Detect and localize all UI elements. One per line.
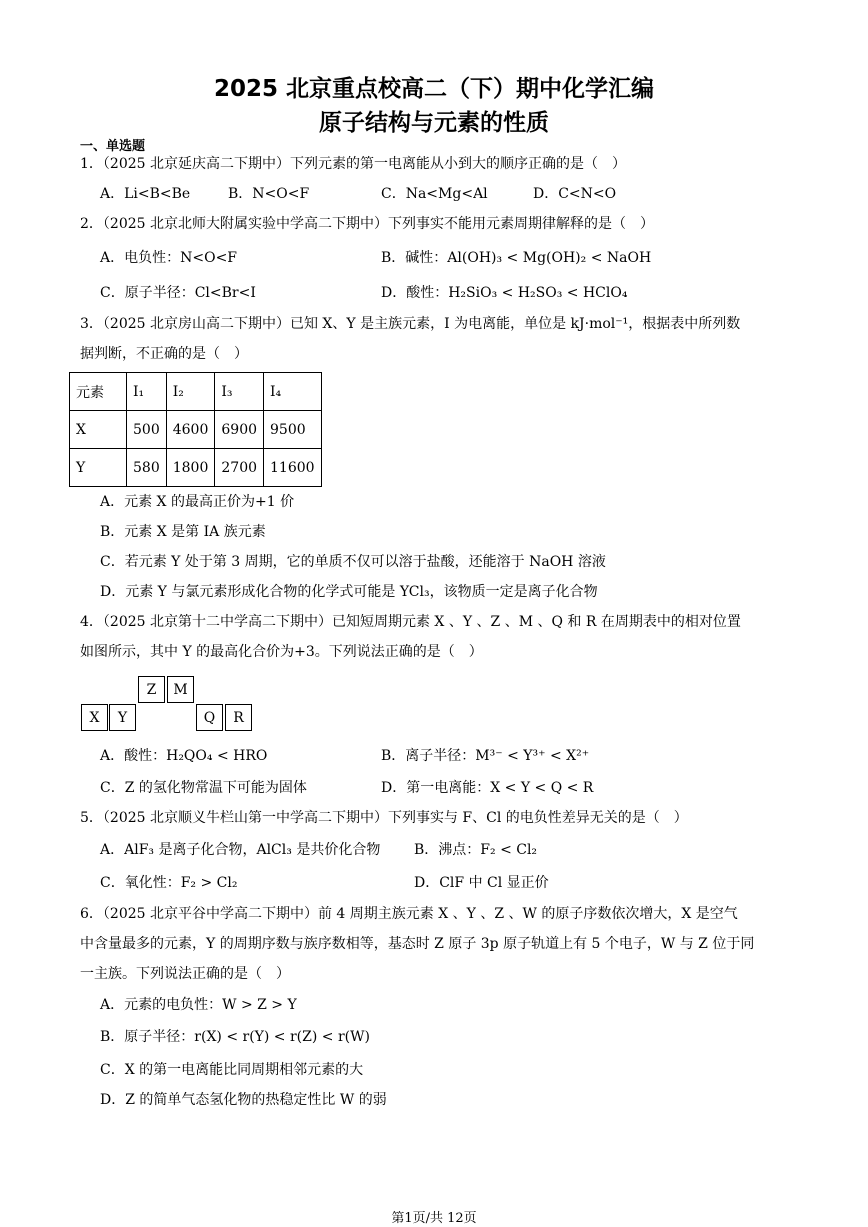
q6-option-a: A．元素的电负性：W > Z > Y <box>100 997 297 1013</box>
q4-option-d: D．第一电离能：X < Y < Q < R <box>381 780 594 796</box>
question-3-stem-line1: 3．（2025 北京房山高二下期中）已知 X、Y 是主族元素，I 为电离能，单位是 kJ·mol⁻¹，根据表中所列数 <box>80 316 741 332</box>
document-title: 2025 北京重点校高二（下）期中化学汇编 <box>213 76 655 102</box>
table-cell: 2700 <box>215 449 264 487</box>
document-subtitle: 原子结构与元素的性质 <box>319 110 549 136</box>
q6-option-d: D．Z 的简单气态氢化物的热稳定性比 W 的弱 <box>100 1092 387 1108</box>
table-header-cell: I₃ <box>215 373 264 411</box>
q4-option-c: C．Z 的氢化物常温下可能为固体 <box>100 780 307 796</box>
q3-option-d: D．元素 Y 与氯元素形成化合物的化学式可能是 YCl₃，该物质一定是离子化合物 <box>100 584 598 600</box>
table-header-cell: I₁ <box>127 373 167 411</box>
q3-option-c: C．若元素 Y 处于第 3 周期，它的单质不仅可以溶于盐酸，还能溶于 NaOH 溶液 <box>100 554 606 570</box>
periodic-cell-z: Z <box>138 676 165 703</box>
q4-option-a: A．酸性：H₂QO₄ < HRO <box>100 748 268 764</box>
table-header-cell: I₂ <box>166 373 215 411</box>
table-header-row <box>70 373 322 411</box>
q1-option-a: A．Li<B<Be <box>100 186 191 202</box>
q5-option-c: C．氧化性：F₂ > Cl₂ <box>100 875 238 891</box>
table-cell: 580 <box>127 449 167 487</box>
table-cell: 4600 <box>166 411 215 449</box>
question-5-stem: 5．（2025 北京顺义牛栏山第一中学高二下期中）下列事实与 F、Cl 的电负性差异无关的是（ ） <box>80 810 688 826</box>
periodic-cell-q: Q <box>196 704 223 731</box>
question-6-stem-line2: 中含量最多的元素，Y 的周期序数与族序数相等，基态时 Z 原子 3p 原子轨道上有 5 个电子，W 与 Z 位于同 <box>80 936 755 952</box>
q2-option-d: D．酸性：H₂SiO₃ < H₂SO₃ < HClO₄ <box>381 285 628 301</box>
table-cell: 500 <box>127 411 167 449</box>
question-4-stem-line2: 如图所示，其中 Y 的最高化合价为+3。下列说法正确的是（ ） <box>80 644 483 660</box>
question-2-stem: 2．（2025 北京北师大附属实验中学高二下期中）下列事实不能用元素周期律解释的是（ ） <box>80 216 654 232</box>
periodic-cell-m: M <box>167 676 194 703</box>
table-cell: 9500 <box>264 411 322 449</box>
q6-option-c: C．X 的第一电离能比同周期相邻元素的大 <box>100 1062 364 1078</box>
page-number: 第1页/共 12页 <box>391 1211 477 1226</box>
table-cell: 11600 <box>264 449 322 487</box>
q6-option-b: B．原子半径：r(X) < r(Y) < r(Z) < r(W) <box>100 1029 370 1045</box>
q3-option-a: A．元素 X 的最高正价为+1 价 <box>100 494 295 510</box>
table-row <box>70 449 322 487</box>
periodic-cell-y: Y <box>109 704 136 731</box>
q2-option-b: B．碱性：Al(OH)₃ < Mg(OH)₂ < NaOH <box>381 250 652 266</box>
q1-option-c: C．Na<Mg<Al <box>381 186 488 202</box>
question-3-stem-line2: 据判断，不正确的是（ ） <box>80 346 248 362</box>
q1-option-b: B．N<O<F <box>228 186 310 202</box>
q3-option-b: B．元素 X 是第 IA 族元素 <box>100 524 266 540</box>
periodic-cell-r: R <box>225 704 252 731</box>
q2-option-c: C．原子半径：Cl<Br<I <box>100 285 256 301</box>
question-4-stem-line1: 4．（2025 北京第十二中学高二下期中）已知短周期元素 X 、Y 、Z 、M 、Q 和 R 在周期表中的相对位置 <box>80 614 741 630</box>
periodic-cell-x: X <box>81 704 108 731</box>
q4-option-b: B．离子半径：M³⁻ < Y³⁺ < X²⁺ <box>381 748 590 764</box>
question-6-stem-line1: 6．（2025 北京平谷中学高二下期中）前 4 周期主族元素 X 、Y 、Z 、W 的原子序数依次增大，X 是空气 <box>80 906 738 922</box>
table-header-cell: I₄ <box>264 373 322 411</box>
table-cell: 1800 <box>166 449 215 487</box>
q5-option-a: A．AlF₃ 是离子化合物，AlCl₃ 是共价化合物 <box>100 842 381 858</box>
q5-option-b: B．沸点：F₂ < Cl₂ <box>414 842 538 858</box>
table-header-cell: 元素 <box>70 373 127 411</box>
table-cell: 6900 <box>215 411 264 449</box>
q5-option-d: D．ClF 中 Cl 显正价 <box>414 875 549 891</box>
q2-option-a: A．电负性：N<O<F <box>100 250 238 266</box>
table-row <box>70 411 322 449</box>
table-cell: Y <box>70 449 127 487</box>
section-heading: 一、单选题 <box>80 139 146 154</box>
question-1-stem: 1．（2025 北京延庆高二下期中）下列元素的第一电离能从小到大的顺序正确的是（ ） <box>80 156 626 172</box>
q1-option-d: D．C<N<O <box>533 186 617 202</box>
table-cell: X <box>70 411 127 449</box>
ionization-table <box>69 372 322 487</box>
question-6-stem-line3: 一主族。下列说法正确的是（ ） <box>80 966 290 982</box>
